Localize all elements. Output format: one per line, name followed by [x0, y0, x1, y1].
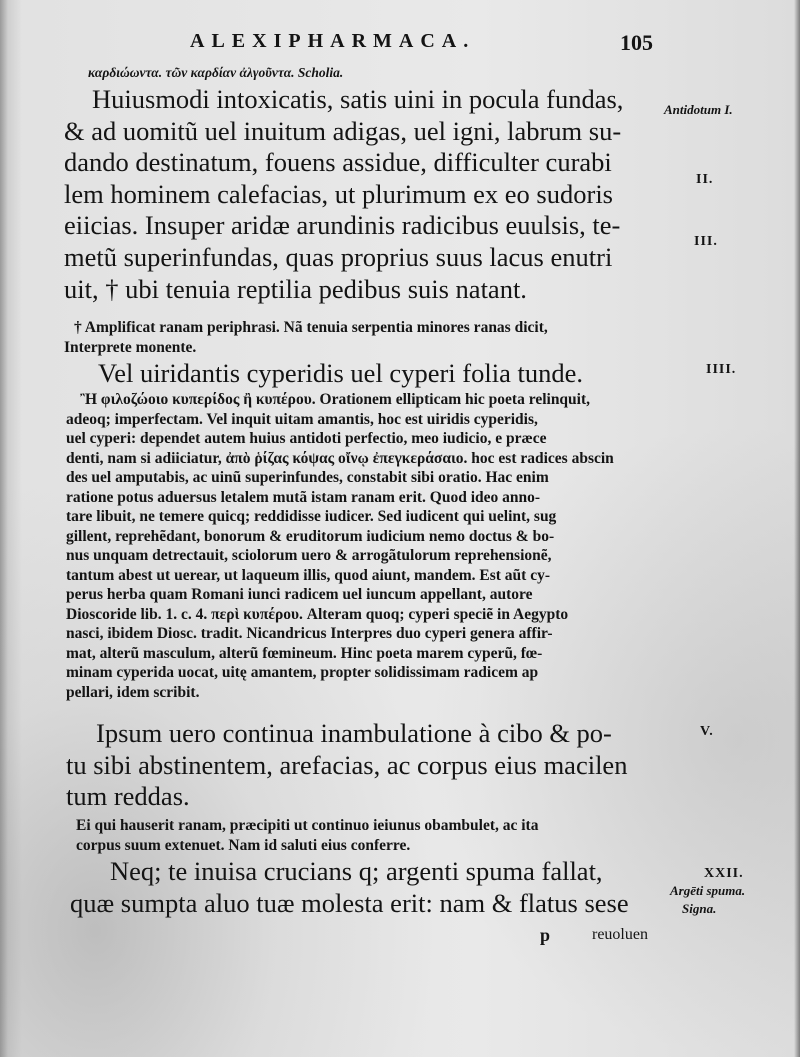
- note-1: [64, 318, 674, 357]
- paragraph-3: [66, 718, 696, 813]
- margin-note-numeral: V.: [700, 724, 714, 739]
- commentary-line: tare libuit, ne temere quicq; reddidisse iudicer. Sed iudicent qui uelint, sug: [66, 508, 557, 525]
- paragraph-2: [98, 358, 698, 390]
- commentary-line: minam cyperida uocat, uitę amantem, propter solidissimam radicem ap: [66, 664, 539, 681]
- commentary-line: perus herba quam Romani iunci radicem uel iuncum appellant, autore: [66, 586, 533, 603]
- paragraph-1: [64, 84, 692, 305]
- lemma-scholia: [88, 64, 688, 82]
- page-number: 105: [620, 30, 653, 55]
- note-line: Interprete monente.: [64, 338, 197, 356]
- text-line: tu sibi abstinentem, arefacias, ac corpus eius macilen: [66, 749, 628, 780]
- margin-note-numeral: II.: [696, 172, 714, 187]
- commentary-line: des uel amputabis, ac uinũ superinfundes, constabit sibi oratio. Hac enim: [66, 469, 549, 486]
- text-line: quæ sumpta aluo tuæ molesta erit: nam & flatus sese: [70, 887, 629, 918]
- text-line: lem hominem calefacias, ut plurimum ex eo sudoris: [64, 178, 613, 209]
- commentary-1: [66, 390, 680, 702]
- text-line: & ad uomitũ uel inuitum adigas, uel igni, labrum su-: [64, 115, 622, 146]
- signature-mark: p: [540, 925, 551, 945]
- commentary-line: mat, alterũ masculum, alterũ fœmineum. Hinc poeta marem cyperũ, fœ-: [66, 644, 543, 662]
- page-header: [190, 30, 670, 54]
- commentary-line: denti, nam si adiiciatur, ἀπὸ ῥίζας κόψας οἴνῳ ἐπεγκεράσαιο. hoc est radices abscin: [66, 449, 614, 467]
- catchword: reuoluen: [592, 926, 648, 943]
- margin-note-numeral: III.: [694, 234, 718, 249]
- paragraph-4: [70, 856, 710, 919]
- margin-note-signa: Signa.: [682, 901, 717, 916]
- commentary-line: adeoq; imperfectam. Vel inquit uitam amantis, hoc est uiridis cyperidis,: [66, 410, 538, 428]
- text-line: tum reddas.: [66, 781, 190, 812]
- commentary-line: tantum abest ut uerear, ut laqueum illis, quod aiunt, mandem. Est aũt cy-: [66, 566, 551, 584]
- text-line: metũ superinfundas, quas proprius suus lacus enutri: [64, 241, 613, 272]
- note-line: † Amplificat ranam periphrasi. Nã tenuia serpentia minores ranas dicit,: [74, 319, 548, 336]
- note-2: [76, 816, 676, 855]
- text-line: Neq; te inuisa crucians q; argenti spuma fallat,: [110, 856, 603, 886]
- text-line: Vel uiridantis cyperidis uel cyperi folia tunde.: [98, 358, 583, 388]
- page-edge-shadow: [794, 0, 800, 1057]
- margin-note-numeral: XXII.: [704, 866, 744, 881]
- commentary-line: nus unquam detrectauit, sciolorum uero & arrogãtulorum reprehensionẽ,: [66, 547, 552, 564]
- commentary-line: uel cyperi: dependet autem huius antidoti perfectio, meo iudicio, e præce: [66, 430, 547, 447]
- margin-note-argenti: Argēti spuma.: [670, 883, 746, 898]
- commentary-line: Dioscoride lib. 1. c. 4. περὶ κυπέρου. Alteram quoq; cyperi speciẽ in Aegypto: [66, 605, 569, 623]
- text-line: uit, † ubi tenuia reptilia pedibus suis natant.: [64, 273, 527, 304]
- commentary-line: nasci, ibidem Diosc. tradit. Nicandricus Interpres duo cyperi genera affir-: [66, 625, 553, 642]
- text-line: Ipsum uero continua inambulatione à cibo & po-: [96, 718, 612, 748]
- text-line: eiicias. Insuper aridæ arundinis radicibus euulsis, te-: [64, 210, 621, 241]
- note-line: Ei qui hauserit ranam, præcipiti ut continuo ieiunus obambulet, ac ita: [76, 817, 539, 834]
- commentary-line: Ἢ φιλοζώοιο κυπερίδος ἢ κυπέρου. Orationem ellipticam hic poeta relinquit,: [80, 391, 591, 408]
- text-line: dando destinatum, fouens assidue, difficulter curabi: [64, 147, 612, 178]
- margin-note-numeral: IIII.: [706, 362, 737, 377]
- text-line: Huiusmodi intoxicatis, satis uini in pocula fundas,: [92, 84, 624, 114]
- commentary-line: ratione potus aduersus letalem mutã istam ranam erit. Quod ideo anno-: [66, 488, 541, 506]
- commentary-line: pellari, idem scribit.: [66, 683, 200, 701]
- running-head: ALEXIPHARMACA.: [190, 30, 476, 52]
- note-line: corpus suum extenuet. Nam id saluti eius conferre.: [76, 836, 411, 854]
- lemma-line: καρδιώωντα. τῶν καρδίαν ἀλγοῦντα. Scholia.: [88, 65, 344, 80]
- margin-note-antidotum: Antidotum I.: [664, 102, 733, 117]
- commentary-line: gillent, reprehẽdant, bonorum & eruditorum iudicium nemo doctus & bo-: [66, 527, 555, 545]
